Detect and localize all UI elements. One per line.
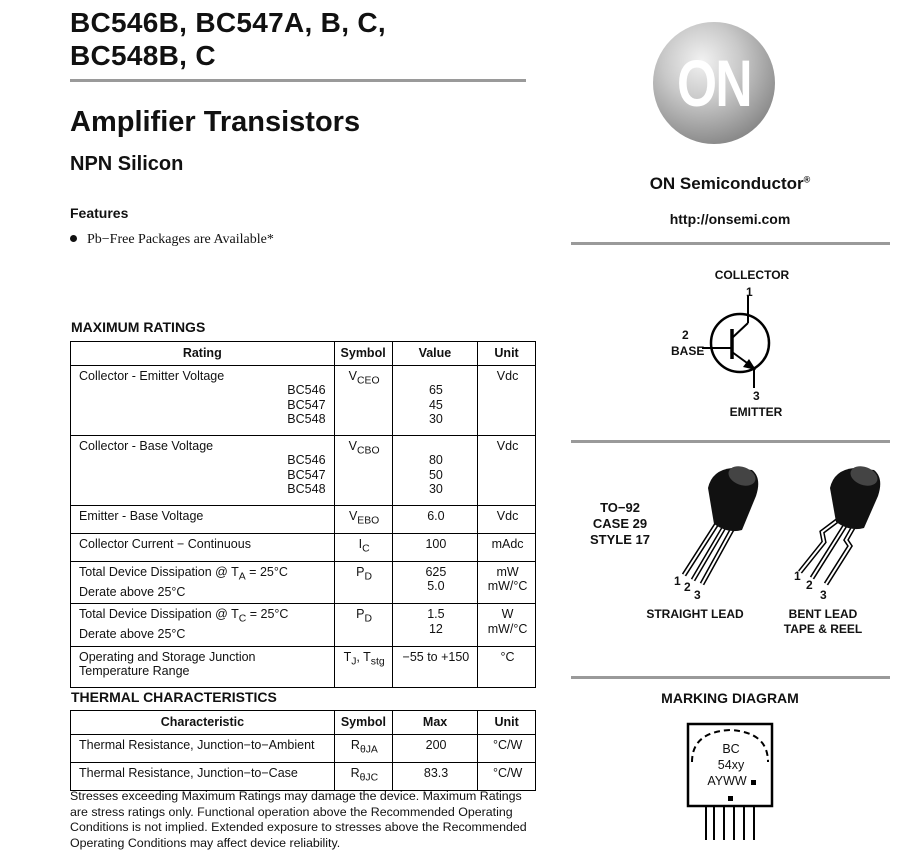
symbol-text: T (343, 649, 352, 664)
unit-cell: Vdc (478, 435, 536, 505)
symbol-subscript: stg (370, 656, 385, 667)
value-text: 200 (392, 734, 477, 762)
table-row (71, 561, 536, 604)
column-header: Unit (478, 342, 536, 366)
emitter-label: EMITTER (729, 405, 783, 419)
symbol-text: V (348, 438, 357, 453)
symbol-text: , T (356, 649, 371, 664)
symbol-text: P (356, 564, 365, 579)
rating-cell (71, 604, 335, 647)
unit-text: mW/°C (487, 579, 528, 593)
unit-text: mW/°C (487, 621, 528, 636)
unit-cell: °C/W (478, 762, 536, 790)
pin1-label: 1 (674, 574, 681, 588)
unit-cell: °C (478, 646, 536, 687)
rating-label: Collector - Emitter Voltage (79, 368, 225, 383)
column-header: Max (392, 711, 477, 735)
symbol-cell (334, 646, 392, 687)
symbol-subscript: θJC (359, 772, 379, 783)
part-number-title (70, 6, 386, 72)
column-header: Symbol (334, 342, 392, 366)
thermal-table (70, 710, 536, 791)
symbol-subscript: EBO (357, 515, 380, 526)
symbol-cell (334, 604, 392, 647)
bent-lead-label-line2: TAPE & REEL (783, 622, 863, 636)
package-case: CASE 29 (592, 516, 648, 531)
symbol-subscript: CEO (357, 375, 380, 386)
rating-label-part: = 25°C (245, 564, 288, 579)
rating-cell (71, 561, 335, 604)
value-cell (392, 604, 477, 647)
section-divider (571, 440, 890, 443)
pin1-label: 1 (746, 285, 753, 299)
symbol-cell (334, 561, 392, 604)
value-text: 83.3 (392, 762, 477, 790)
column-header: Symbol (334, 711, 392, 735)
npn-transistor-symbol-icon (690, 296, 800, 396)
value-cell (392, 561, 477, 604)
unit-cell: Vdc (478, 365, 536, 435)
stress-note: Stresses exceeding Maximum Ratings may damage the device. Maximum Ratings are stress ratings only. Functional operation above the Recommended Operating Conditions is not implied. Extended exposure to stresses above the Recommended Operating Conditions may affect device reliability. (70, 789, 527, 850)
brand-name (620, 174, 840, 194)
value-text: 6.0 (392, 505, 477, 533)
rating-subscript: A (238, 571, 246, 582)
symbol-text: V (348, 368, 357, 383)
marking-line1: BC (722, 742, 740, 756)
symbol-cell (334, 365, 392, 435)
symbol-text: V (348, 508, 358, 523)
value-text: 45 (428, 397, 443, 412)
table-row (71, 533, 536, 561)
section-divider (571, 676, 890, 679)
logo-text: ON (676, 46, 752, 120)
device-label: BC548 (287, 412, 326, 426)
symbol-text: I (358, 536, 363, 551)
rating-label: Operating and Storage Junction (79, 649, 256, 664)
unit-cell (478, 561, 536, 604)
characteristic-label: Thermal Resistance, Junction−to−Ambient (71, 734, 335, 762)
value-text: 1.5 (427, 607, 445, 621)
device-label: BC547 (287, 467, 326, 482)
symbol-cell (334, 435, 392, 505)
part-number-line2: BC548B, C (70, 40, 216, 71)
pin2-label: 2 (682, 328, 689, 342)
table-row (71, 646, 536, 687)
brand-name-text: ON Semiconductor (649, 174, 804, 193)
symbol-subscript: D (364, 613, 373, 625)
value-cell (392, 435, 477, 505)
rating-label (79, 565, 328, 585)
value-text: 30 (428, 412, 443, 426)
bent-lead-package-icon (790, 460, 890, 590)
value-text: 65 (428, 383, 443, 397)
part-number-line1: BC546B, BC547A, B, C, (70, 7, 386, 38)
table-header-row (71, 342, 536, 366)
page-subtitle: NPN Silicon (70, 153, 184, 175)
value-text: 30 (428, 482, 443, 496)
column-header: Characteristic (71, 711, 335, 735)
value-text: 100 (392, 533, 477, 561)
rating-label: Collector - Base Voltage (79, 438, 214, 453)
rating-label: Collector Current − Continuous (71, 533, 335, 561)
value-text: 50 (428, 467, 443, 482)
rating-cell (71, 365, 335, 435)
table-row (71, 734, 536, 762)
device-label: BC547 (287, 397, 326, 412)
collector-label: COLLECTOR (714, 268, 790, 282)
device-label: BC546 (287, 453, 326, 467)
value-text: 12 (428, 621, 443, 636)
rating-cell (71, 646, 335, 687)
marking-line3: AYWW (707, 774, 747, 788)
website-link[interactable]: http://onsemi.com (669, 211, 791, 227)
straight-lead-label: STRAIGHT LEAD (646, 607, 744, 621)
pin3-label: 3 (694, 588, 701, 602)
table-row (71, 762, 536, 790)
package-type: TO−92 (600, 500, 640, 515)
title-divider (70, 79, 526, 82)
symbol-subscript: D (364, 571, 373, 582)
max-ratings-table (70, 341, 536, 688)
unit-cell: mAdc (478, 533, 536, 561)
feature-item-text: Pb−Free Packages are Available* (87, 232, 274, 247)
symbol-cell (334, 734, 392, 762)
marking-text (696, 741, 766, 789)
rating-label-part: = 25°C (246, 607, 289, 621)
table-row (71, 604, 536, 647)
rating-label-part: Total Device Dissipation @ T (79, 607, 239, 621)
bullet-icon (70, 235, 77, 242)
table-header-row (71, 711, 536, 735)
symbol-subscript: J (351, 656, 357, 667)
unit-text: W (501, 607, 514, 621)
rating-label-part: Total Device Dissipation @ T (79, 564, 239, 579)
marking-line2: 54xy (717, 758, 745, 772)
max-ratings-heading: MAXIMUM RATINGS (71, 319, 206, 335)
pin3-label: 3 (753, 389, 760, 403)
unit-cell: Vdc (478, 505, 536, 533)
value-text: 5.0 (427, 579, 445, 593)
value-text: −55 to +150 (392, 646, 477, 687)
registered-mark: ® (803, 174, 811, 185)
thermal-heading: THERMAL CHARACTERISTICS (71, 689, 277, 705)
pin2-label: 2 (806, 578, 813, 592)
symbol-cell (334, 533, 392, 561)
pin3-label: 3 (820, 588, 827, 602)
table-row (71, 365, 536, 435)
rating-cell (71, 435, 335, 505)
base-label: BASE (671, 344, 705, 358)
rating-label: Emitter - Base Voltage (71, 505, 335, 533)
straight-lead-package-icon (670, 460, 770, 590)
section-divider (571, 242, 890, 245)
characteristic-label: Thermal Resistance, Junction−to−Case (71, 762, 335, 790)
symbol-cell (334, 505, 392, 533)
page-title: Amplifier Transistors (70, 106, 361, 138)
marking-diagram-heading: MARKING DIAGRAM (661, 690, 799, 706)
feature-item (70, 232, 274, 248)
package-style: STYLE 17 (590, 532, 650, 547)
symbol-subscript: θJA (359, 744, 378, 755)
device-label: BC548 (287, 482, 326, 496)
symbol-text: R (350, 737, 360, 752)
bent-lead-label (768, 607, 878, 637)
symbol-text: P (356, 607, 365, 621)
features-heading: Features (70, 205, 129, 221)
column-header: Unit (478, 711, 536, 735)
value-text: 80 (428, 453, 443, 467)
symbol-subscript: CBO (357, 445, 380, 456)
rating-label (79, 607, 328, 627)
column-header: Value (392, 342, 477, 366)
table-row (71, 435, 536, 505)
bent-lead-label-line1: BENT LEAD (788, 607, 858, 621)
device-label: BC546 (287, 383, 326, 397)
symbol-cell (334, 762, 392, 790)
unit-cell: °C/W (478, 734, 536, 762)
value-cell (392, 365, 477, 435)
unit-cell (478, 604, 536, 647)
pin2-label: 2 (684, 580, 691, 594)
rating-label: Temperature Range (79, 664, 190, 678)
rating-label: Derate above 25°C (79, 627, 186, 641)
symbol-text: R (350, 765, 360, 780)
rating-subscript: C (238, 613, 247, 625)
value-text: 625 (425, 564, 447, 579)
pin1-label: 1 (794, 569, 801, 583)
table-row (71, 505, 536, 533)
unit-text: mW (496, 564, 519, 579)
package-info (580, 500, 660, 548)
rating-label: Derate above 25°C (79, 584, 186, 599)
symbol-subscript: C (362, 543, 370, 554)
column-header: Rating (71, 342, 335, 366)
